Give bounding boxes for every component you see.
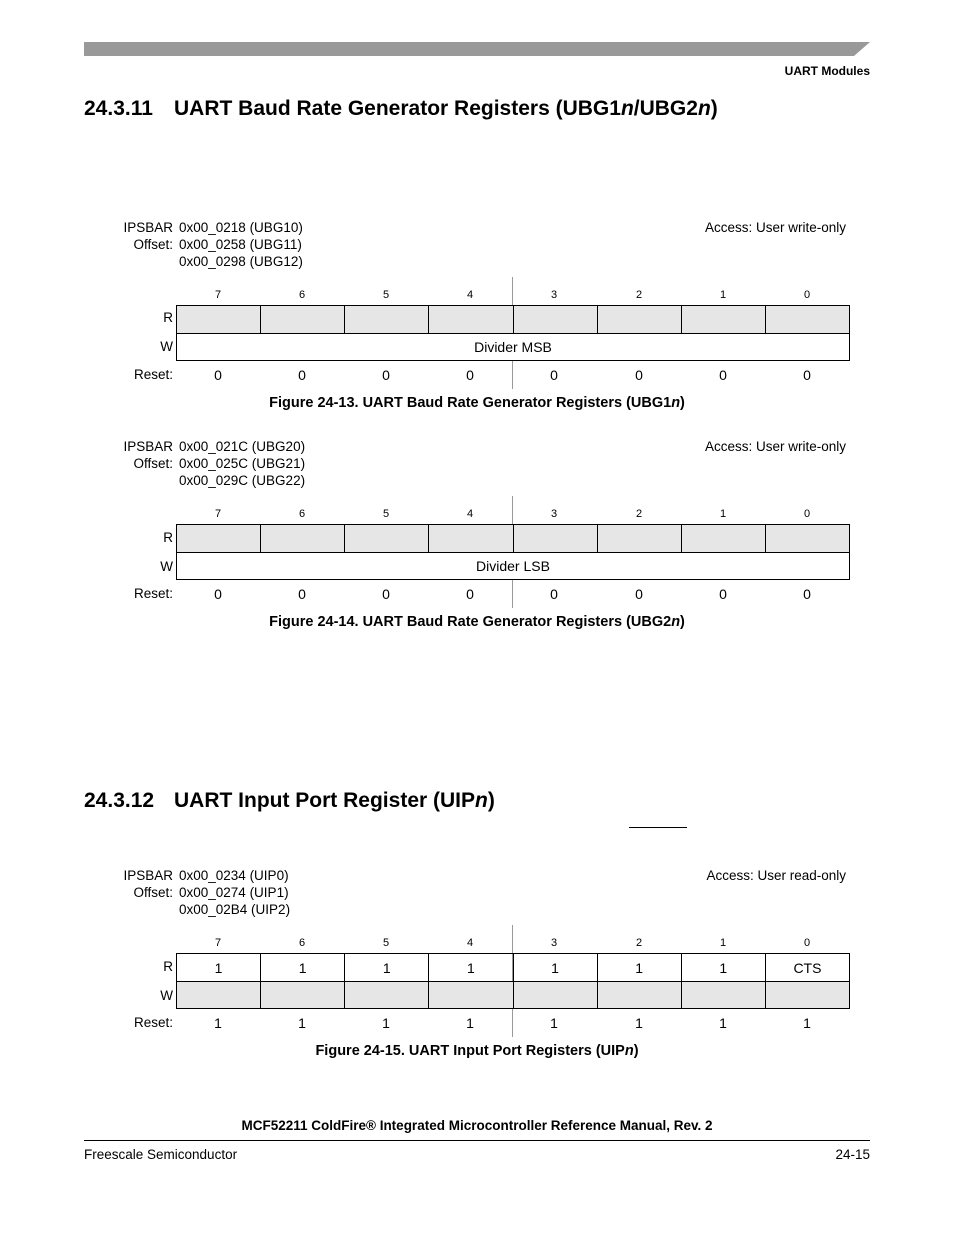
register-read-row: 1 1 1 1 1 1 1 CTS [176, 953, 850, 981]
access-label: Access: User write-only [704, 220, 846, 235]
footer-manual-title: MCF52211 ColdFire® Integrated Microcontroller Reference Manual, Rev. 2 [241, 1118, 713, 1133]
field-divider-lsb: Divider LSB [177, 553, 849, 579]
section-title-ubg: 24.3.11 UART Baud Rate Generator Registers (UBG1n/UBG2n) [84, 97, 718, 120]
access-label: Access: User write-only [704, 439, 846, 454]
header-bar [84, 42, 870, 56]
register-read-row [176, 524, 850, 552]
access-label: Access: User read-only [706, 868, 846, 883]
field-divider-msb: Divider MSB [177, 334, 849, 360]
footer-rule [84, 1140, 870, 1141]
register-write-row [176, 552, 850, 580]
section-number: 24.3.12 [84, 789, 155, 812]
register-write-row [176, 333, 850, 361]
footer-company: Freescale Semiconductor [84, 1147, 238, 1162]
section-number: 24.3.11 [84, 97, 153, 120]
section-title-uip: 24.3.12 UART Input Port Register (UIPn) [84, 789, 495, 812]
overbar-line [629, 827, 687, 828]
register-write-row [176, 981, 850, 1009]
figure-caption: Figure 24-15. UART Input Port Registers (UIPn) [315, 1043, 639, 1059]
register-read-row [176, 305, 850, 333]
page-number: 24-15 [835, 1147, 870, 1162]
field-cts: CTS [765, 954, 849, 981]
figure-caption: Figure 24-14. UART Baud Rate Generator Registers (UBG2n) [269, 614, 685, 630]
header-section-name: UART Modules [784, 64, 870, 78]
figure-caption: Figure 24-13. UART Baud Rate Generator Registers (UBG1n) [269, 395, 685, 411]
